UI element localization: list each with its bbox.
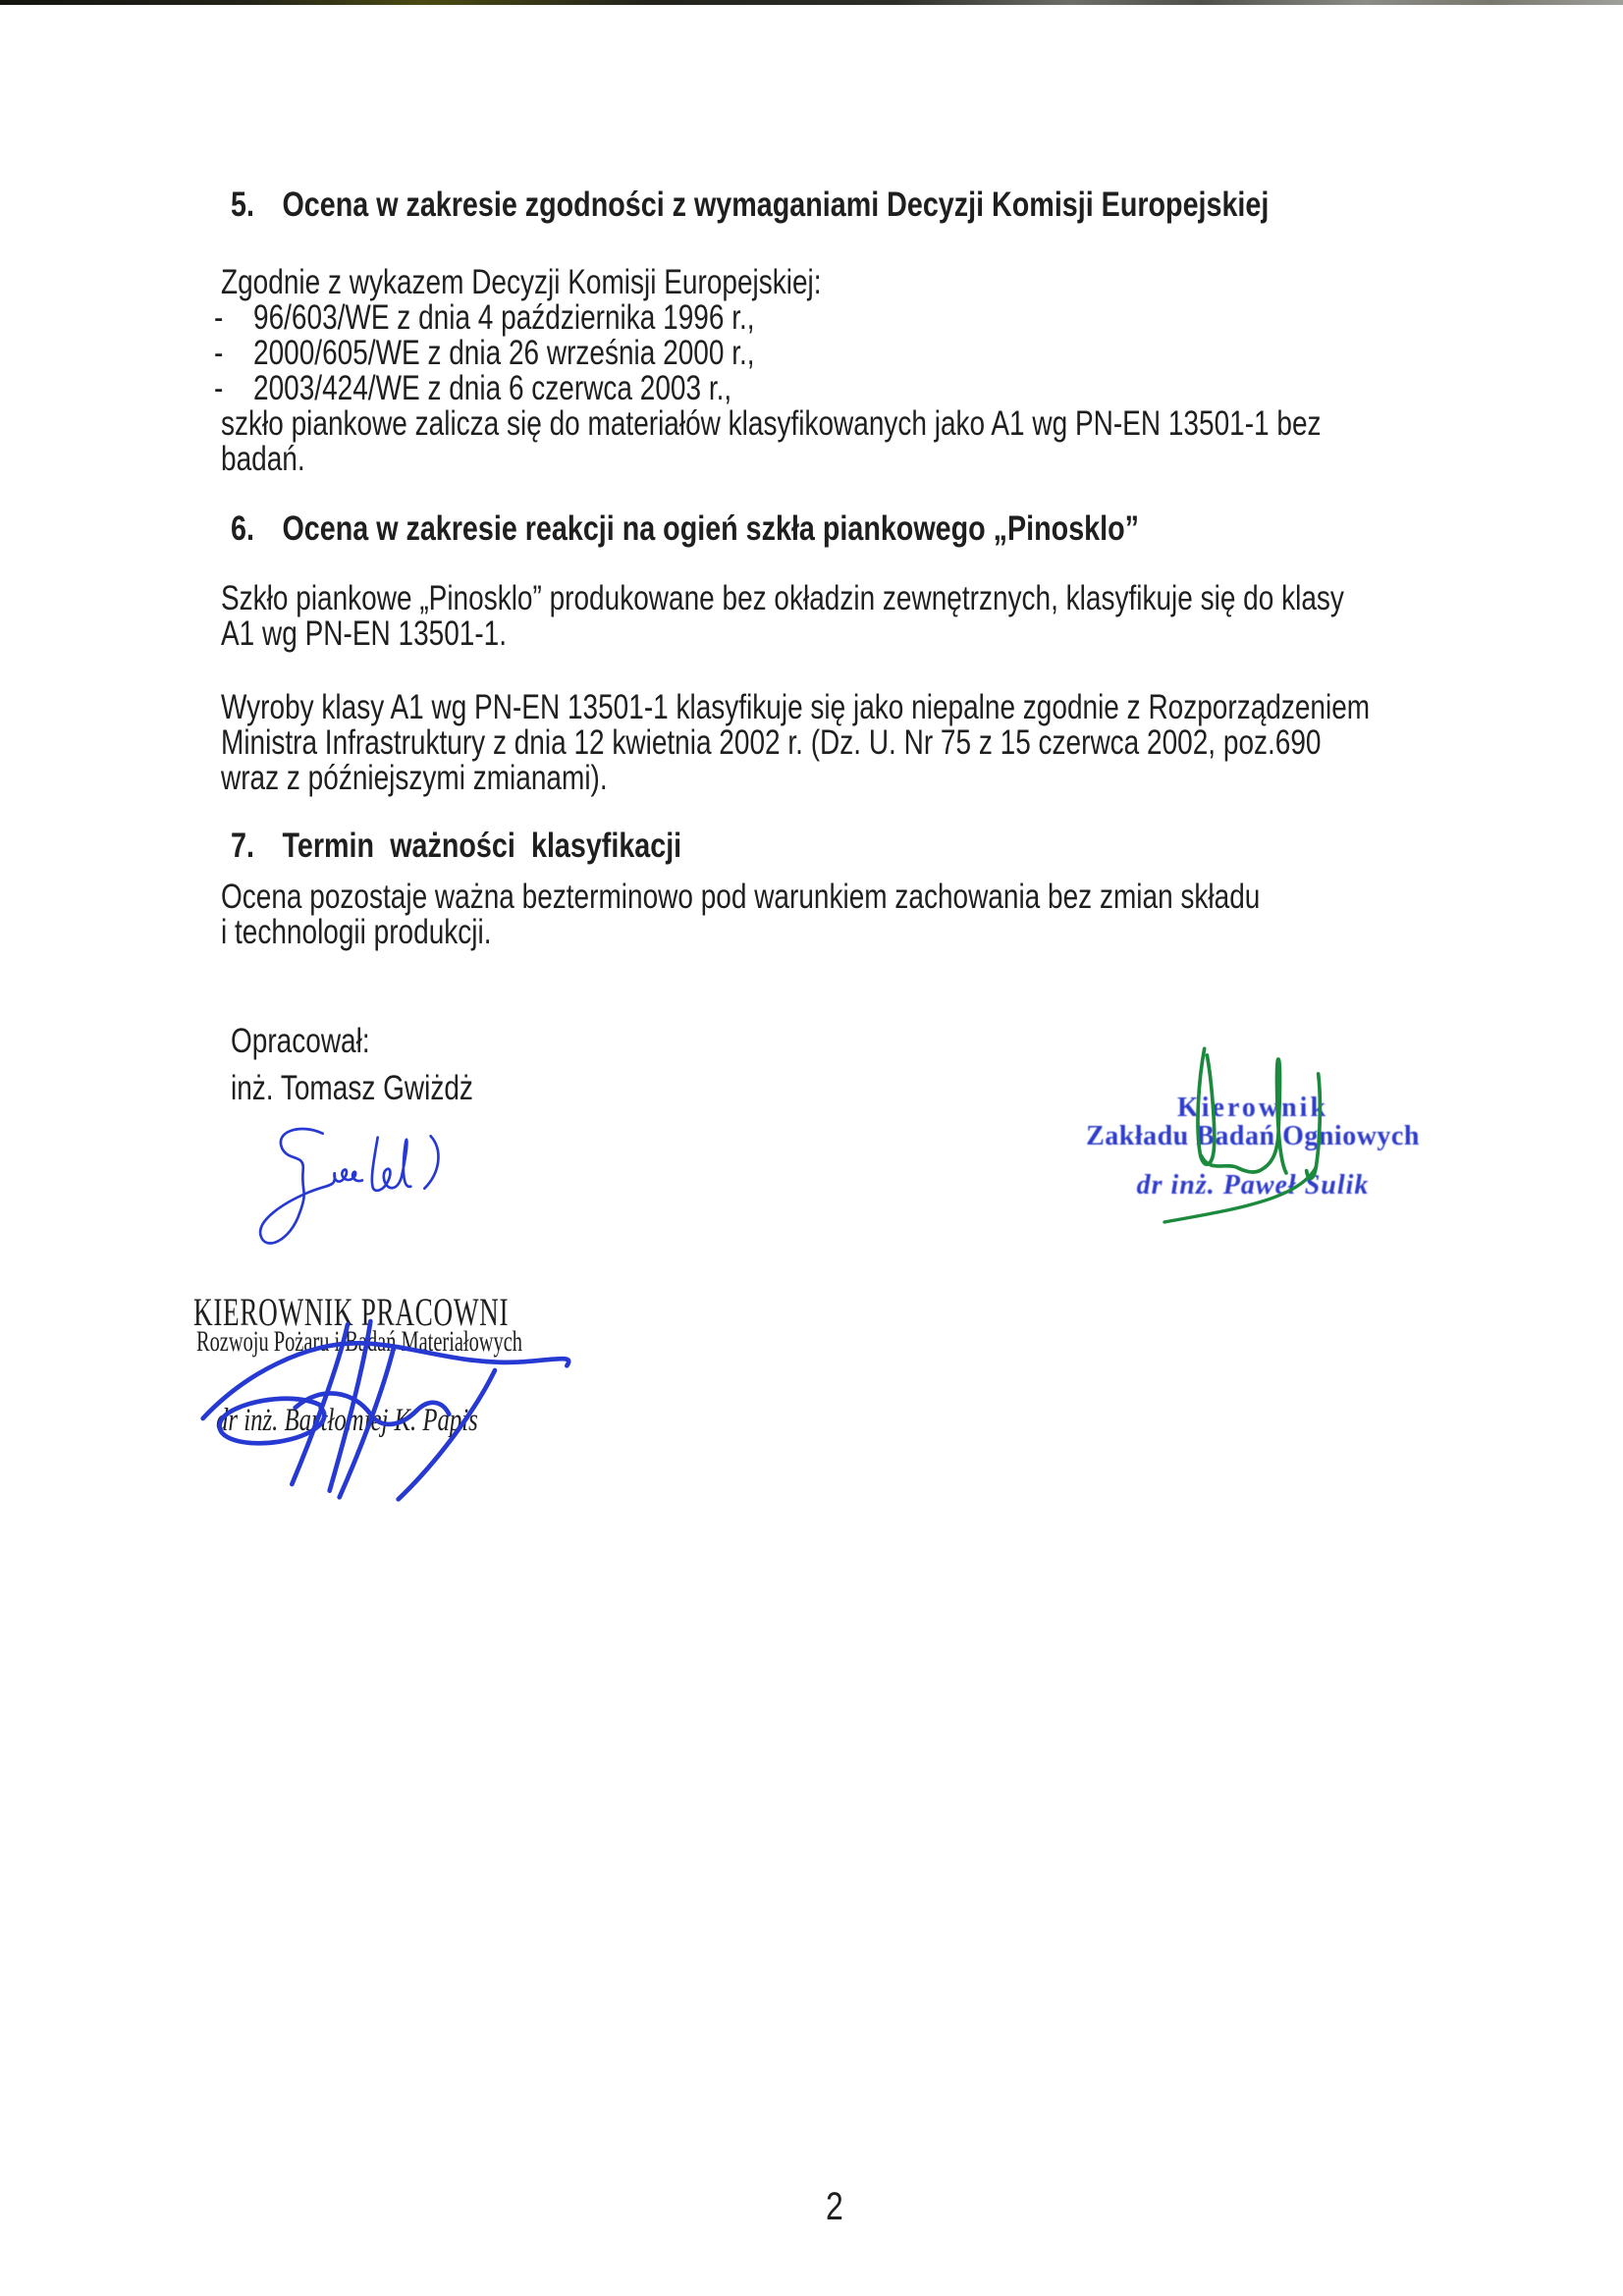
- bullet-text: 96/603/WE z dnia 4 października 1996 r.,: [253, 298, 755, 337]
- prepared-by-label: Opracował:: [231, 1022, 370, 1060]
- approver-title: KIEROWNIK PRACOWNI: [193, 1290, 510, 1334]
- bullet-dash: -: [214, 298, 224, 337]
- prepared-by-name: inż. Tomasz Gwiżdż: [231, 1069, 473, 1107]
- approver-signature: [137, 1306, 589, 1512]
- section5-conclusion: szkło piankowe zalicza się do materiałów klasyfikowanych jako A1 wg PN-EN 13501-1 bez badań.: [221, 404, 1322, 478]
- section7-title: Termin ważności klasyfikacji: [282, 827, 682, 865]
- section7-number: 7.: [231, 827, 254, 865]
- stamp-department: Zakładu Badań Ogniowych: [1086, 1121, 1420, 1151]
- stamp-signature: [1129, 1021, 1443, 1256]
- section6-title: Ocena w zakresie reakcji na ogień szkła piankowego „Pinosklo”: [282, 509, 1139, 548]
- approver-subtitle: Rozwoju Pożaru i Badań Materiałowych: [196, 1325, 522, 1358]
- section6-heading: [231, 511, 1139, 547]
- section5-bullet-list: [214, 300, 755, 406]
- stamp-name: dr inż. Paweł Sulik: [1136, 1170, 1370, 1201]
- approver-name: dr inż. Bartłomiej K. Papis: [216, 1403, 478, 1438]
- section7-heading: [231, 828, 681, 864]
- list-item: [214, 371, 755, 406]
- section6-number: 6.: [231, 509, 254, 548]
- section7-paragraph: Ocena pozostaje ważna bezterminowo pod warunkiem zachowania bez zmian składu i technologii produkcji.: [221, 878, 1261, 951]
- stamp-title: Kierownik: [1176, 1093, 1329, 1123]
- scan-artifact-line: [0, 0, 1623, 5]
- page-number: 2: [826, 2185, 843, 2228]
- bullet-text: 2003/424/WE z dnia 6 czerwca 2003 r.,: [253, 369, 732, 407]
- bullet-text: 2000/605/WE z dnia 26 września 2000 r.,: [253, 334, 755, 372]
- bullet-dash: -: [214, 369, 224, 407]
- section5-number: 5.: [231, 186, 254, 224]
- section5-heading: [231, 187, 1269, 223]
- section5-intro: Zgodnie z wykazem Decyzji Komisji Europejskiej:: [221, 263, 822, 301]
- section5-title: Ocena w zakresie zgodności z wymaganiami Decyzji Komisji Europejskiej: [282, 186, 1270, 224]
- prepared-by-signature: [247, 1117, 454, 1255]
- section6-paragraph-2: Wyroby klasy A1 wg PN-EN 13501-1 klasyfikuje się jako niepalne zgodnie z Rozporządzeniem Ministra Infrastruktury z dnia 12 kwietnia 2002 r. (Dz. U. Nr 75 z 15 czerwca 2002, poz.690 wraz z późniejszymi zmianami).: [221, 688, 1371, 797]
- list-item: [214, 300, 755, 336]
- list-item: [214, 336, 755, 371]
- bullet-dash: -: [214, 334, 224, 372]
- section6-paragraph-1: Szkło piankowe „Pinosklo” produkowane bez okładzin zewnętrznych, klasyfikuje się do klasy A1 wg PN-EN 13501-1.: [221, 579, 1344, 653]
